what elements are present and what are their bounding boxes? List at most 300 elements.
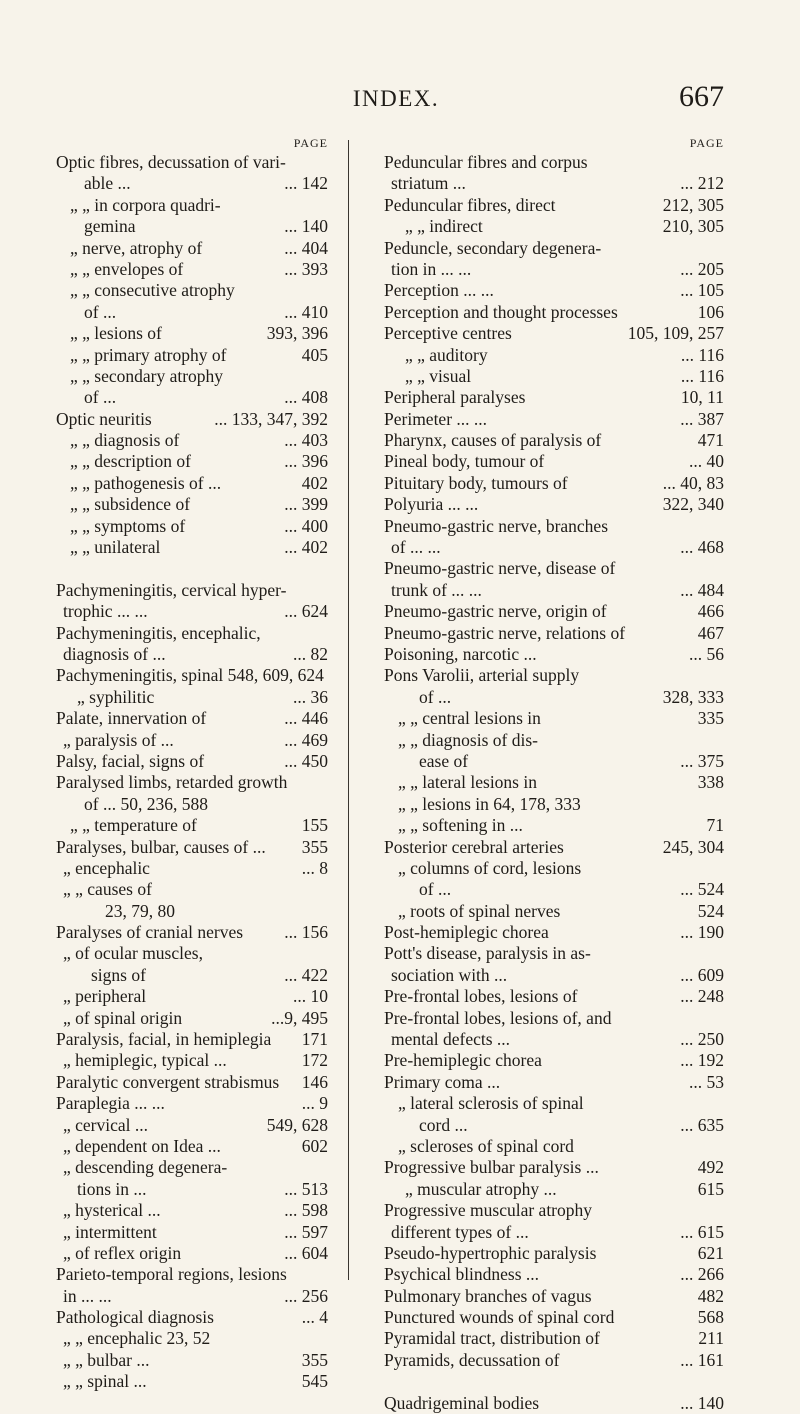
entry-text: „ syphilitic [77,686,155,707]
entry-text: „ scleroses of spinal cord [398,1135,574,1156]
index-entry [56,1115,328,1136]
entry-text: Pituitary body, tumours of [384,472,568,493]
right-page-label: PAGE [689,136,724,150]
entry-text: Primary coma ... [384,1071,501,1092]
entry-text: ease of [419,750,469,771]
index-entry [56,1328,328,1349]
entry-page-ref: ... 56 [689,643,724,664]
entry-page-ref: 322, 340 [662,494,724,515]
entry-text: Pneumo-gastric nerve, branches [384,515,609,536]
entry-text: „ intermittent [63,1221,157,1242]
index-entry [384,259,724,280]
entry-page-ref: 466 [697,601,724,622]
entry-text: „ „ indirect [405,216,483,237]
index-entry [56,837,328,858]
entry-text: Parieto-temporal regions, lesions [56,1264,287,1285]
entry-page-ref: ... 400 [284,515,328,536]
entry-page-ref: ... 40, 83 [662,472,724,493]
entry-text: Progressive muscular atrophy [384,1200,593,1221]
index-entry [56,516,328,537]
entry-page-ref: ... 248 [680,986,724,1007]
index-entry [56,601,328,622]
entry-text: Peripheral paralyses [384,387,526,408]
entry-page-ref: 405 [301,344,328,365]
entry-page-ref: ... 446 [284,708,328,729]
index-entry [384,152,724,173]
index-entry [56,665,328,686]
index-entry [56,216,328,237]
entry-page-ref: ... 140 [680,1392,724,1413]
index-entry [384,623,724,644]
entry-page-ref: 568 [697,1307,724,1328]
index-entry [384,815,724,836]
entry-text: „ descending degenera- [63,1157,228,1178]
index-entry [56,280,328,301]
index-entry [384,1115,724,1136]
entry-page-ref: ... 256 [284,1285,328,1306]
entry-text: „ encephalic [63,857,150,878]
entry-text: signs of [91,964,146,985]
entry-text: „ „ spinal ... [63,1371,147,1392]
entry-text: „ „ consecutive atrophy [70,280,235,301]
index-entry [56,1179,328,1200]
index-entry [384,751,724,772]
index-entry [384,387,724,408]
entry-page-ref: ... 105 [680,280,724,301]
entry-page-ref: 545 [301,1371,328,1392]
index-entry [384,943,724,964]
entry-text: Psychical blindness ... [384,1264,540,1285]
entry-text: Pneumo-gastric nerve, disease of [384,558,616,579]
entry-text: Optic fibres, decussation of vari- [56,152,286,172]
entry-text: Palate, innervation of [56,708,207,729]
entry-page-ref: 338 [697,772,724,793]
entry-text: Pharynx, causes of paralysis of [384,430,602,451]
entry-text: „ dependent on Idea ... [63,1135,221,1156]
entry-page-ref: 146 [301,1071,328,1092]
index-entry [384,173,724,194]
entry-page-ref: ... 212 [680,173,724,194]
entry-text: „ „ softening in ... [398,815,523,836]
entry-text: Peduncle, secondary degenera- [384,237,602,258]
index-entry [384,366,724,387]
index-entry [384,601,724,622]
left-page-label: PAGE [293,136,328,150]
entry-text: striatum ... [391,173,466,194]
entry-text: „ hemiplegic, typical ... [63,1050,227,1071]
index-entry [56,259,328,280]
index-entry [384,1328,724,1349]
index-entry [384,879,724,900]
entry-text: Pre-frontal lobes, lesions of [384,986,578,1007]
entry-text: Progressive bulbar paralysis ... [384,1157,599,1178]
index-entry [56,1050,328,1071]
entry-page-ref: ... 468 [680,537,724,558]
entry-page-ref: ... 375 [680,750,724,771]
index-entry [384,708,724,729]
entry-text: Polyuria ... ... [384,494,479,515]
entry-page-ref: ... 190 [680,922,724,943]
entry-text: Perception and thought processes [384,301,618,322]
entry-page-ref: 402 [301,472,328,493]
entry-text: „ „ lateral lesions in [398,772,537,793]
entry-page-ref: 482 [697,1285,724,1306]
index-entry [56,943,328,964]
entry-page-ref: 211 [698,1328,724,1349]
entry-page-ref: 467 [697,622,724,643]
entry-page-ref: ... 410 [284,301,328,322]
entry-text: Paralysed limbs, retarded growth [56,772,288,793]
entry-text: „ paralysis of ... [63,729,174,750]
entry-text: Pneumo-gastric nerve, relations of [384,622,626,643]
entry-text: „ hysterical ... [63,1200,161,1221]
entry-page-ref: ... 524 [680,879,724,900]
entry-text: „ lateral sclerosis of spinal [398,1093,584,1114]
index-entry [56,409,328,430]
index-entry [384,280,724,301]
entry-page-ref: ... 408 [284,387,328,408]
entry-page-ref: ... 116 [680,344,724,365]
index-entry [56,794,328,815]
index-entry [384,1029,724,1050]
entry-page-ref: ... 387 [680,408,724,429]
index-entry [56,238,328,259]
entry-text: tion in ... ... [391,258,472,279]
entry-text: Paralyses, bulbar, causes of ... [56,836,266,857]
entry-text: „ peripheral [63,986,147,1007]
entry-text: „ „ in corpora quadri- [70,194,221,215]
entry-page-ref: ... 40 [689,451,724,472]
entry-text: able ... [84,173,131,194]
right-column [384,134,724,1414]
entry-text: of ... [419,686,452,707]
entry-page-ref: ... 403 [284,430,328,451]
entry-text: Punctured wounds of spinal cord [384,1307,615,1328]
index-entry [384,1157,724,1178]
index-entry [384,1393,724,1414]
entry-text: trunk of ... ... [391,579,482,600]
index-entry [56,1136,328,1157]
entry-page-ref: ... 36 [293,686,328,707]
entry-text: mental defects ... [391,1029,511,1050]
entry-page-ref: ... 396 [284,451,328,472]
entry-page-ref: ... 513 [284,1178,328,1199]
index-entry [384,302,724,323]
entry-page-ref: 549, 628 [266,1114,328,1135]
entry-text: Paralysis, facial, in hemiplegia [56,1029,272,1050]
entry-page-ref: ... 266 [680,1264,724,1285]
entry-text: „ columns of cord, lesions [398,857,582,878]
entry-page-ref: ... 402 [284,537,328,558]
index-entry [384,730,724,751]
entry-text: Poisoning, narcotic ... [384,643,537,664]
index-entry [384,537,724,558]
entry-page-ref: ... 624 [284,601,328,622]
index-entry [384,1072,724,1093]
index-entry [384,794,724,815]
index-entry [384,345,724,366]
entry-text: Quadrigeminal bodies [384,1392,540,1413]
index-entry [384,409,724,430]
entry-text: 23, 79, 80 [105,900,175,921]
running-head-title: INDEX. [352,86,440,111]
entry-text: Pyramids, decussation of [384,1349,560,1370]
entry-page-ref: 210, 305 [662,216,724,237]
index-entry [56,430,328,451]
entry-text: „ of spinal origin [63,1007,183,1028]
entry-text: „ „ subsidence of [70,494,191,515]
index-entry [56,623,328,644]
index-entry [56,986,328,1007]
index-entry [384,323,724,344]
index-entry [56,965,328,986]
entry-text: „ „ diagnosis of [70,430,180,451]
entry-text: Pneumo-gastric nerve, origin of [384,601,607,622]
entry-text: Pons Varolii, arterial supply [384,665,580,686]
index-entry [56,580,328,601]
index-entry [56,494,328,515]
entry-page-ref: ...9, 495 [271,1007,328,1028]
index-entry [56,708,328,729]
entry-page-ref: ... 484 [680,579,724,600]
entry-text: „ of ocular muscles, [63,943,203,964]
index-entry [56,815,328,836]
index-entry [384,1264,724,1285]
entry-page-ref: 621 [697,1242,724,1263]
entry-page-ref: ... 142 [284,173,328,194]
index-entry [56,1350,328,1371]
entry-text: different types of ... [391,1221,529,1242]
entry-text: Peduncular fibres, direct [384,194,556,215]
entry-text: Pyramidal tract, distribution of [384,1328,600,1349]
entry-page-ref: 524 [697,900,724,921]
index-entry [56,730,328,751]
index-entry [56,858,328,879]
index-entry [56,302,328,323]
entry-page-ref: ... 598 [284,1200,328,1221]
index-entry [56,1008,328,1029]
entry-page-ref: 602 [301,1135,328,1156]
index-entry [384,837,724,858]
index-entry [56,152,328,173]
index-entry [56,1243,328,1264]
index-entry [56,1264,328,1285]
index-entry [384,922,724,943]
index-entry [384,494,724,515]
entry-text: of ... 50, 236, 588 [84,793,208,814]
entry-text: „ „ pathogenesis of ... [70,472,222,493]
index-entry [56,345,328,366]
index-entry [56,879,328,900]
index-entry [56,451,328,472]
entry-page-ref: 492 [697,1157,724,1178]
entry-page-ref: 335 [697,708,724,729]
index-entry [56,366,328,387]
index-entry [384,644,724,665]
entry-page-ref: 615 [697,1178,724,1199]
entry-page-ref: ... 393 [284,258,328,279]
entry-page-ref: 393, 396 [266,323,328,344]
entry-page-ref: 212, 305 [662,194,724,215]
entry-text: sociation with ... [391,964,508,985]
entry-text: „ „ bulbar ... [63,1349,150,1370]
index-entry [384,1008,724,1029]
index-entry [384,858,724,879]
entry-page-ref: 71 [706,815,724,836]
index-entry [56,1286,328,1307]
entry-text: trophic ... ... [63,601,148,622]
entry-page-ref: ... 469 [284,729,328,750]
entry-text: gemina [84,216,136,237]
entry-text: diagnosis of ... [63,643,166,664]
entry-text: Posterior cerebral arteries [384,836,564,857]
entry-page-ref: ... 192 [680,1050,724,1071]
entry-text: „ „ symptoms of [70,515,186,536]
index-entry [384,1136,724,1157]
entry-text: in ... ... [63,1285,112,1306]
entry-page-ref: ... 156 [284,922,328,943]
index-entry [384,558,724,579]
index-entry [384,1050,724,1071]
entry-text: Pathological diagnosis [56,1307,214,1328]
index-entry [384,580,724,601]
entry-page-ref: ... 161 [680,1349,724,1370]
index-entry [56,922,328,943]
entry-text: Paraplegia ... ... [56,1093,165,1114]
entry-text: „ „ unilateral [70,537,161,558]
entry-page-ref: 155 [301,815,328,836]
entry-text: „ nerve, atrophy of [70,237,203,258]
entry-text: Pineal body, tumour of [384,451,545,472]
entry-page-ref: ... 4 [301,1307,328,1328]
index-entry [56,1093,328,1114]
entry-text: „ „ central lesions in [398,708,541,729]
index-entry [56,473,328,494]
entry-text: Pott's disease, paralysis in as- [384,943,591,964]
entry-page-ref: 245, 304 [662,836,724,857]
entry-page-ref: ... 404 [284,237,328,258]
index-entry [56,772,328,793]
index-entry [56,1200,328,1221]
index-entry [56,1371,328,1392]
index-entry [56,387,328,408]
entry-page-ref: 10, 11 [680,387,724,408]
left-entries [56,152,328,1393]
right-entries [384,152,724,1414]
entry-page-ref: ... 609 [680,964,724,985]
entry-text: Pre-frontal lobes, lesions of, and [384,1007,612,1028]
index-entry [384,1222,724,1243]
index-entry [384,1371,724,1392]
entry-text: „ „ lesions of [70,323,162,344]
entry-page-ref: 106 [697,301,724,322]
entry-text: „ „ secondary atrophy [70,365,224,386]
entry-text: „ „ envelopes of [70,258,184,279]
entry-page-ref: 171 [301,1029,328,1050]
entry-page-ref: ... 9 [301,1093,328,1114]
entry-page-ref: ... 53 [689,1071,724,1092]
index-entry [56,537,328,558]
entry-page-ref: 355 [301,836,328,857]
entry-text: „ cervical ... [63,1114,149,1135]
entry-page-ref: ... 422 [284,964,328,985]
entry-text: Perception ... ... [384,280,494,301]
entry-text: „ roots of spinal nerves [398,900,561,921]
entry-text: „ muscular atrophy ... [405,1178,557,1199]
entry-page-ref: ... 635 [680,1114,724,1135]
index-entry [384,451,724,472]
index-entry [384,195,724,216]
entry-text: „ „ diagnosis of dis- [398,729,538,750]
index-entry [56,687,328,708]
entry-text: Pachymeningitis, spinal 548, 609, 624 [56,665,324,686]
entry-page-ref: 471 [697,430,724,451]
index-entry [56,1072,328,1093]
index-entry [384,516,724,537]
entry-text: „ „ temperature of [70,815,197,836]
entry-page-ref: ... 450 [284,750,328,771]
index-entry [384,1093,724,1114]
entry-page-ref: 355 [301,1349,328,1370]
entry-page-ref: 105, 109, 257 [627,323,724,344]
entry-page-ref: ... 140 [284,216,328,237]
index-entry [56,323,328,344]
index-entry [56,751,328,772]
entry-page-ref: 172 [301,1050,328,1071]
entry-text: „ „ visual [405,365,472,386]
entry-page-ref: ... 604 [284,1242,328,1263]
entry-page-ref: 328, 333 [662,686,724,707]
entry-text: Peduncular fibres and corpus [384,152,588,172]
index-entry [384,1179,724,1200]
index-entry [56,1222,328,1243]
entry-page-ref: ... 8 [301,857,328,878]
entry-text: Pulmonary branches of vagus [384,1285,592,1306]
entry-text: Pachymeningitis, cervical hyper- [56,579,287,600]
entry-page-ref: ... 133, 347, 392 [214,408,328,429]
index-entry [384,901,724,922]
entry-text: Paralyses of cranial nerves [56,922,244,943]
page-number: 667 [679,80,724,113]
index-entry [384,665,724,686]
entry-text: Pre-hemiplegic chorea [384,1050,542,1071]
index-entry [384,1350,724,1371]
entry-page-ref: ... 615 [680,1221,724,1242]
entry-page-ref: ... 82 [293,643,328,664]
entry-text: Perceptive centres [384,323,512,344]
index-entry [384,687,724,708]
index-entry [384,430,724,451]
entry-text: „ „ encephalic 23, 52 [63,1328,211,1349]
entry-text: of ... [84,301,117,322]
index-entry [384,1243,724,1264]
entry-text: Post-hemiplegic chorea [384,922,549,943]
entry-text: of ... [84,387,117,408]
index-entry [56,901,328,922]
column-divider [348,140,349,1280]
index-entry [56,1307,328,1328]
entry-text: of ... ... [391,537,441,558]
entry-text: tions in ... [77,1178,147,1199]
index-entry [56,1029,328,1050]
index-entry [384,965,724,986]
entry-text: Pseudo-hypertrophic paralysis [384,1242,597,1263]
entry-text: „ „ lesions in 64, 178, 333 [398,793,581,814]
entry-text: „ „ primary atrophy of [70,344,227,365]
entry-text: „ „ auditory [405,344,488,365]
index-entry [56,644,328,665]
index-entry [56,558,328,579]
